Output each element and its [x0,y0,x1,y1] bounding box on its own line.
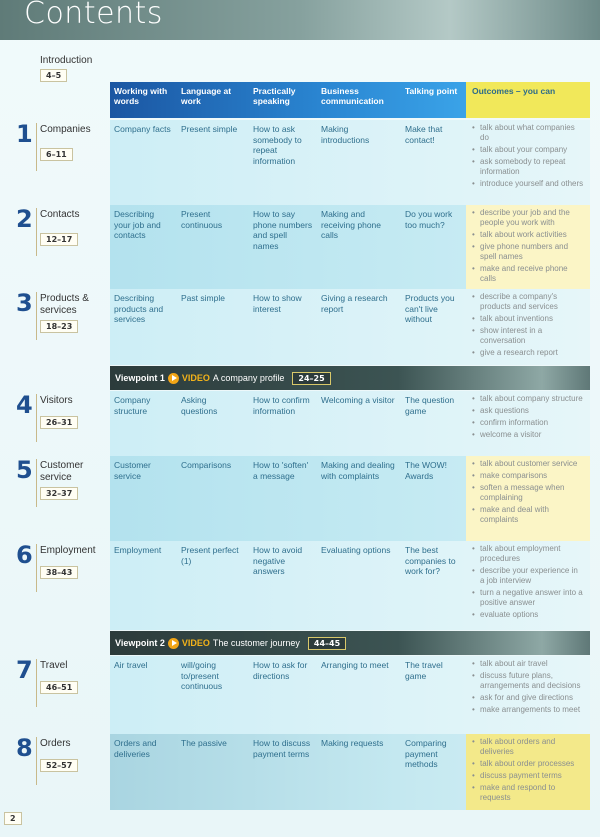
unit-number: 1 [16,120,33,148]
outcome-item: • talk about order processes [472,759,584,769]
cell-talking-point: The WOW! Awards [405,460,448,481]
outcomes-list [466,120,590,205]
unit-row-1 [0,120,600,205]
outcome-item: • discuss future plans, arrangements and decisions [472,671,584,691]
outcome-item: • welcome a visitor [472,430,584,440]
unit-pages: 18–23 [40,320,78,333]
introduction-pages: 4–5 [40,69,67,82]
outcome-item: • make comparisons [472,471,584,481]
unit-name: Companies [40,124,91,135]
cell-business-communication: Arranging to meet [321,660,389,670]
page-title: Contents [24,0,163,31]
outcome-item: • make and receive phone calls [472,264,584,284]
unit-pages: 6–11 [40,148,73,161]
viewpoint-title: The customer journey [212,638,300,648]
cell-language-at-work: Present simple [181,124,238,134]
unit-cells [110,656,590,734]
outcomes-list [466,541,590,630]
video-label: VIDEO [181,638,210,648]
cell-language-at-work: Asking questions [181,395,218,416]
cell-business-communication: Making requests [321,738,384,748]
unit-pages: 32–37 [40,487,78,500]
cell-business-communication: Making and receiving phone calls [321,209,382,240]
unit-name: Contacts [40,209,80,220]
viewpoint-1-bar [110,366,590,390]
unit-cells [110,289,590,365]
video-label: VIDEO [181,373,210,383]
cell-working-with-words: Describing your job and contacts [114,209,161,240]
outcomes-list [466,456,590,541]
cell-business-communication: Evaluating options [321,545,391,555]
unit-number: 3 [16,289,33,317]
outcome-item: • give phone numbers and spell names [472,242,584,262]
outcome-item: • discuss payment terms [472,771,584,781]
divider [36,292,37,340]
outcome-item: • describe a company's products and services [472,292,584,312]
cell-working-with-words: Air travel [114,660,148,670]
cell-talking-point: Comparing payment methods [405,738,447,769]
outcomes-list [466,734,590,810]
cell-language-at-work: Past simple [181,293,225,303]
cell-language-at-work: will/going to/present continuous [181,660,223,691]
outcome-item: • talk about inventions [472,314,584,324]
viewpoint-label: Viewpoint 1 [115,373,165,383]
cell-working-with-words: Employment [114,545,162,555]
outcome-item: • ask for and give directions [472,693,584,703]
unit-pages: 12–17 [40,233,78,246]
outcome-item: • evaluate options [472,610,584,620]
cell-talking-point: Make that contact! [405,124,443,145]
divider [36,123,37,171]
cell-talking-point: The question game [405,395,455,416]
outcome-item: • ask somebody to repeat information [472,157,584,177]
cell-practically-speaking: How to say phone numbers and spell names [253,209,313,251]
outcome-item: • talk about what companies do [472,123,584,143]
title-banner [0,0,600,40]
viewpoint-title: A company profile [212,373,285,383]
cell-working-with-words: Describing products and services [114,293,164,324]
outcome-item: • talk about work activities [472,230,584,240]
unit-cells [110,391,590,456]
header-talking-point: Talking point [405,86,458,96]
unit-number: 4 [16,391,33,419]
header-practically-speaking: Practically speaking [253,86,296,106]
header-working-with-words: Working with words [114,86,168,106]
unit-cells [110,205,590,289]
viewpoint-label: Viewpoint 2 [115,638,165,648]
divider [36,737,37,785]
outcome-item: • talk about your company [472,145,584,155]
cell-talking-point: Products you can't live without [405,293,455,324]
header-outcomes: Outcomes – you can [466,82,590,118]
unit-name: Employment [40,545,96,556]
divider [36,459,37,507]
cell-practically-speaking: How to 'soften' a message [253,460,309,481]
outcome-item: • give a research report [472,348,584,358]
cell-business-communication: Welcoming a visitor [321,395,395,405]
unit-name: Visitors [40,395,73,406]
outcome-item: • talk about employment procedures [472,544,584,564]
unit-row-8 [0,734,600,810]
cell-language-at-work: Present perfect (1) [181,545,239,566]
outcome-item: • make and respond to requests [472,783,584,803]
unit-cells [110,120,590,205]
introduction-label: Introduction [40,55,93,66]
outcome-item: • make and deal with complaints [472,505,584,525]
outcomes-list [466,289,590,365]
unit-row-2 [0,205,600,289]
unit-pages: 26–31 [40,416,78,429]
unit-name: Customer service [40,460,84,483]
cell-working-with-words: Customer service [114,460,151,481]
cell-practically-speaking: How to show interest [253,293,302,314]
unit-number: 6 [16,541,33,569]
unit-row-5 [0,456,600,541]
unit-name: Travel [40,660,68,671]
cell-working-with-words: Company structure [114,395,151,416]
outcome-item: • introduce yourself and others [472,179,584,189]
unit-row-7 [0,656,600,734]
cell-language-at-work: The passive [181,738,227,748]
cell-business-communication: Making introductions [321,124,370,145]
unit-pages: 38–43 [40,566,78,579]
page-number: 2 [4,812,22,825]
cell-practically-speaking: How to discuss payment terms [253,738,311,759]
cell-talking-point: Do you work too much? [405,209,453,230]
outcome-item: • confirm information [472,418,584,428]
unit-name: Orders [40,738,71,749]
unit-number: 2 [16,205,33,233]
viewpoint-pages: 24–25 [292,372,330,385]
play-icon [168,373,179,384]
cell-talking-point: The travel game [405,660,443,681]
cell-practically-speaking: How to avoid negative answers [253,545,303,576]
divider [36,208,37,256]
outcome-item: • talk about company structure [472,394,584,404]
outcome-item: • describe your experience in a job interview [472,566,584,586]
cell-business-communication: Making and dealing with complaints [321,460,395,481]
outcomes-list [466,656,590,734]
introduction [40,55,92,82]
header-language-at-work: Language at work [181,86,232,106]
unit-cells [110,456,590,541]
unit-number: 8 [16,734,33,762]
viewpoint-pages: 44–45 [308,637,346,650]
unit-pages: 46–51 [40,681,78,694]
unit-pages: 52–57 [40,759,78,772]
unit-number: 5 [16,456,33,484]
outcome-item: • describe your job and the people you work with [472,208,584,228]
outcome-item: • talk about air travel [472,659,584,669]
cell-practically-speaking: How to ask for directions [253,660,308,681]
outcome-item: • make arrangements to meet [472,705,584,715]
unit-name: Products & services [40,293,89,316]
outcome-item: • ask questions [472,406,584,416]
table-header [110,82,590,118]
viewpoint-2-bar [110,631,590,655]
unit-cells [110,541,590,630]
play-icon [168,638,179,649]
cell-working-with-words: Orders and deliveries [114,738,157,759]
divider [36,659,37,707]
cell-practically-speaking: How to confirm information [253,395,310,416]
unit-number: 7 [16,656,33,684]
unit-row-4 [0,391,600,456]
outcome-item: • soften a message when complaining [472,483,584,503]
outcomes-list [466,391,590,456]
outcome-item: • talk about customer service [472,459,584,469]
outcome-item: • talk about orders and deliveries [472,737,584,757]
outcome-item: • show interest in a conversation [472,326,584,346]
divider [36,544,37,592]
divider [36,394,37,442]
outcome-item: • turn a negative answer into a positive answer [472,588,584,608]
cell-working-with-words: Company facts [114,124,171,134]
unit-row-3 [0,289,600,365]
cell-practically-speaking: How to ask somebody to repeat information [253,124,302,166]
unit-row-6 [0,541,600,630]
header-business-communication: Business communication [321,86,384,106]
cell-business-communication: Giving a research report [321,293,388,314]
cell-talking-point: The best companies to work for? [405,545,456,576]
unit-cells [110,734,590,810]
cell-language-at-work: Present continuous [181,209,223,230]
outcomes-list [466,205,590,289]
cell-language-at-work: Comparisons [181,460,232,470]
